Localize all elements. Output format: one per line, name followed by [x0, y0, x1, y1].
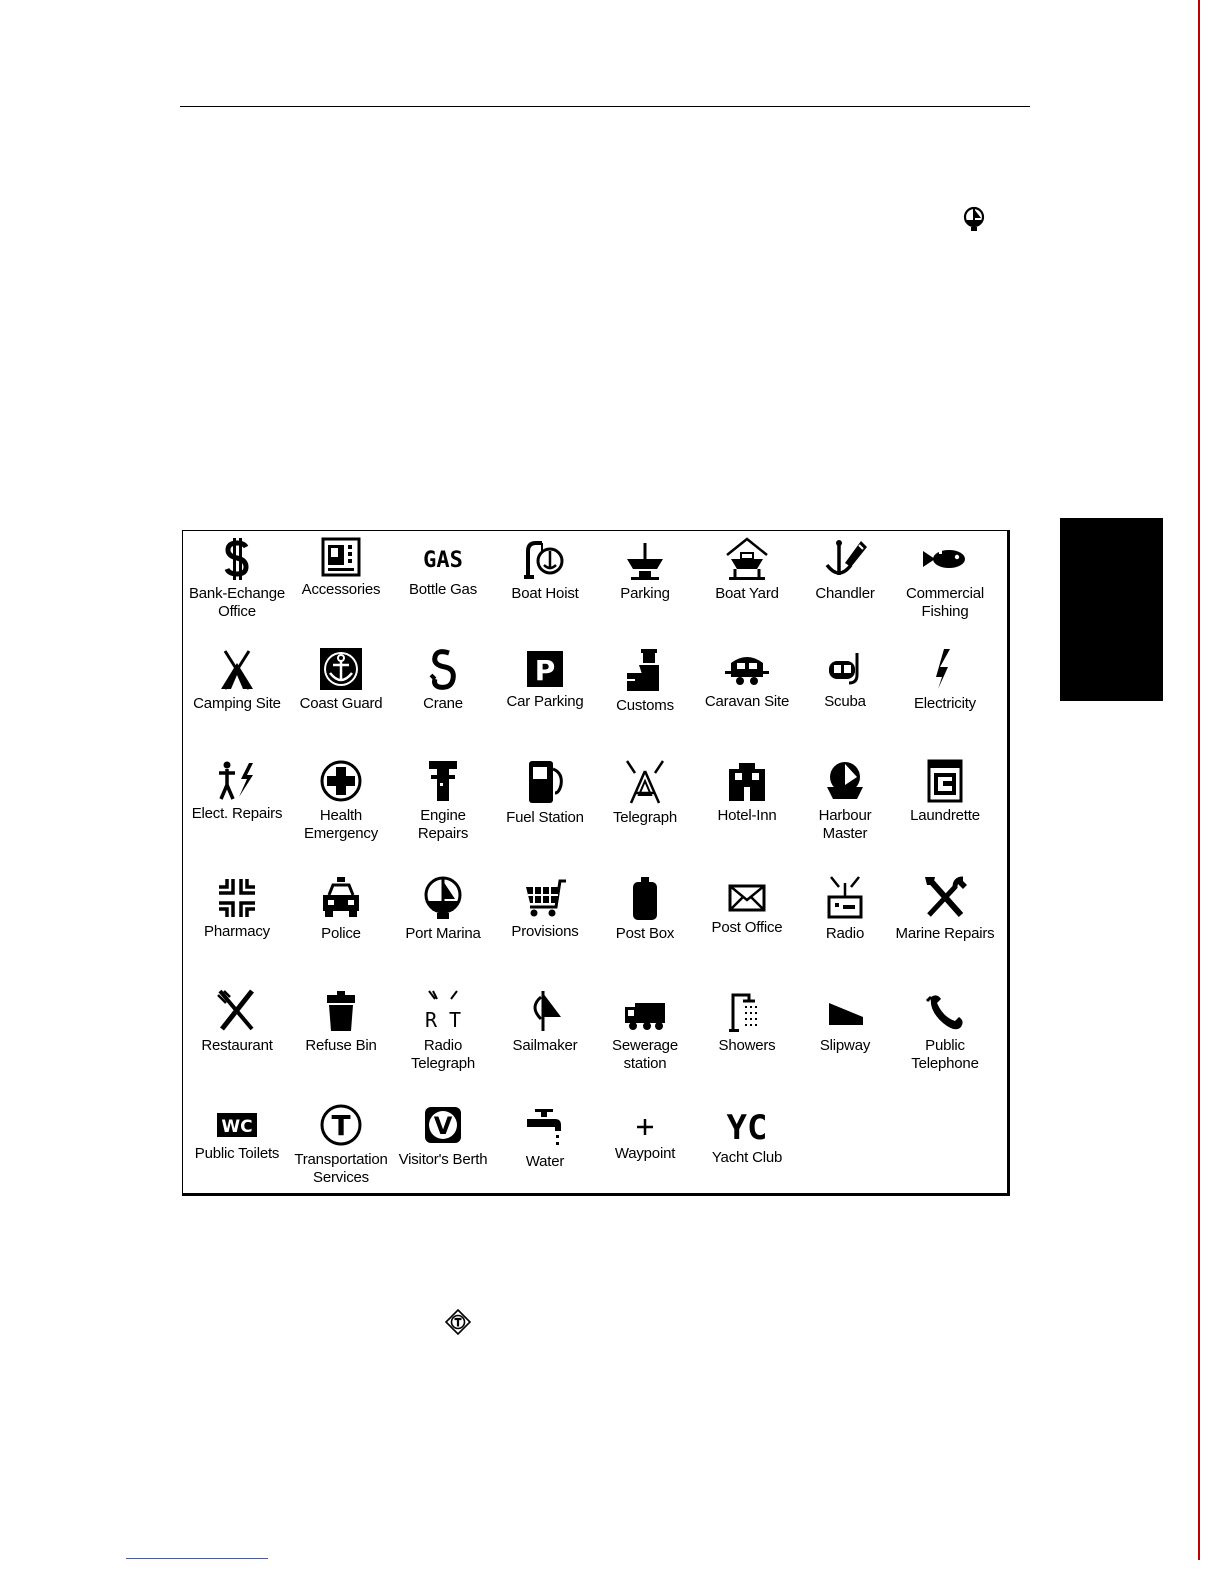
symbol-yacht-club: [695, 1105, 799, 1167]
header-rule: [180, 106, 1030, 107]
symbol-label: Pharmacy: [204, 923, 270, 940]
symbol-commercial-fishing: [893, 537, 997, 621]
envelope-icon: [727, 881, 767, 915]
lightning-icon: [928, 647, 962, 691]
symbol-label: Visitor's Berth: [398, 1151, 488, 1168]
symbol-caravan-site: [695, 649, 799, 711]
symbol-electricity: [893, 647, 997, 713]
symbol-bottle-gas: [391, 537, 495, 599]
symbol-boat-yard: [695, 537, 799, 603]
symbol-label: Police: [321, 925, 361, 942]
telegraph-icon: [621, 759, 669, 805]
crane-hook-icon: [423, 647, 463, 691]
tools-icon: [921, 875, 969, 921]
radio-icon: [823, 875, 867, 921]
police-car-icon: [319, 875, 363, 921]
symbol-label: Engine Repairs: [417, 807, 469, 842]
symbol-waypoint: [593, 1113, 697, 1163]
sail-icon: [523, 989, 567, 1033]
port-marina-icon: [962, 206, 986, 237]
chart-symbols-figure: [182, 530, 1010, 1196]
symbol-label: Post Office: [711, 919, 783, 936]
symbol-label: Telegraph: [612, 809, 678, 826]
symbol-label: Caravan Site: [704, 693, 790, 710]
footer-rule: [126, 1558, 268, 1559]
symbol-label: Restaurant: [201, 1037, 273, 1054]
symbol-label: Elect. Repairs: [191, 805, 283, 822]
symbol-label: Transportation Services: [294, 1151, 388, 1186]
symbol-telegraph: [593, 759, 697, 827]
symbol-label: Water: [525, 1153, 565, 1170]
yacht-club-icon-text: YC: [726, 1108, 768, 1145]
symbol-boat-hoist: [493, 537, 597, 603]
port-marina-icon: [421, 875, 465, 921]
symbol-label: Customs: [616, 697, 674, 714]
symbol-camping-site: [185, 649, 289, 713]
car-parking-icon-text: P: [534, 654, 556, 687]
radio-telegraph-icon-text: R T: [424, 1008, 462, 1032]
symbol-coast-guard: [289, 647, 393, 713]
symbol-label: Electricity: [914, 695, 976, 712]
symbol-label: Yacht Club: [711, 1149, 783, 1166]
page-edge-line: [1198, 0, 1200, 1560]
symbol-label: Boat Hoist: [511, 585, 579, 602]
symbol-label: Coast Guard: [299, 695, 383, 712]
symbol-showers: [695, 989, 799, 1055]
symbol-label: Waypoint: [614, 1145, 676, 1162]
symbol-label: Provisions: [511, 923, 579, 940]
symbol-harbour-master: [793, 759, 897, 843]
symbol-accessories: [289, 537, 393, 599]
water-tap-icon: [523, 1105, 567, 1149]
radio-telegraph-icon: [421, 989, 465, 1033]
symbol-bank-exchange: [185, 537, 289, 621]
wc-icon: [215, 1109, 259, 1141]
symbol-label: Hotel-Inn: [717, 807, 777, 824]
sewerage-truck-icon: [621, 999, 669, 1033]
symbol-label: Car Parking: [506, 693, 584, 710]
harbour-master-icon: [823, 759, 867, 803]
shower-icon: [725, 989, 769, 1033]
symbol-label: Sewerage station: [612, 1037, 678, 1072]
transport-icon: [319, 1103, 363, 1147]
boat-parking-icon: [623, 537, 667, 581]
symbol-crane: [391, 647, 495, 713]
symbol-label: Parking: [620, 585, 670, 602]
chapter-tab: [1060, 518, 1163, 701]
symbol-engine-repairs: [391, 759, 495, 843]
symbol-post-box: [593, 875, 697, 943]
symbol-label: Crane: [423, 695, 463, 712]
chandler-icon: [821, 537, 869, 581]
boat-yard-icon: [723, 537, 771, 581]
dollar-icon: [220, 537, 254, 581]
symbol-label: Port Marina: [405, 925, 481, 942]
accessories-icon: [321, 537, 361, 577]
shopping-cart-icon: [522, 877, 568, 919]
symbol-label: Marine Repairs: [895, 925, 995, 942]
bin-icon: [321, 989, 361, 1033]
symbol-water: [493, 1105, 597, 1171]
wc-icon-text: WC: [221, 1117, 253, 1137]
symbol-label: Radio: [825, 925, 865, 942]
visitors-berth-icon: [421, 1103, 465, 1147]
symbol-pharmacy: [185, 877, 289, 941]
engine-icon: [423, 759, 463, 803]
symbol-label: Scuba: [824, 693, 866, 710]
symbol-sewerage-station: [593, 999, 697, 1073]
yacht-club-icon: [723, 1105, 771, 1145]
transport-diamond-icon: [445, 1309, 471, 1340]
symbol-label: Camping Site: [193, 695, 281, 712]
waypoint-plus-icon: [630, 1113, 660, 1141]
symbol-visitors-berth: [391, 1103, 495, 1169]
scuba-mask-icon: [825, 649, 865, 689]
symbol-label: Health Emergency: [303, 807, 379, 842]
transport-diamond-icon-text: T: [445, 1309, 446, 1310]
slipway-icon: [823, 995, 867, 1033]
symbol-label: Bank-Echange Office: [188, 585, 285, 620]
gas-icon-text: GAS: [423, 548, 463, 573]
symbol-label: Harbour Master: [818, 807, 872, 842]
symbol-label: Showers: [718, 1037, 776, 1054]
symbol-label: Slipway: [819, 1037, 871, 1054]
car-parking-icon: [525, 649, 565, 689]
fuel-pump-icon: [523, 759, 567, 805]
symbol-radio: [793, 875, 897, 943]
symbol-label: Laundrette: [910, 807, 980, 824]
symbol-label: Commercial Fishing: [905, 585, 984, 620]
symbol-label: Accessories: [301, 581, 381, 598]
symbol-parking: [593, 537, 697, 603]
symbol-label: Radio Telegraph: [410, 1037, 476, 1072]
symbol-car-parking: [493, 649, 597, 711]
symbol-label: Public Toilets: [194, 1145, 280, 1162]
symbol-label: Boat Yard: [715, 585, 779, 602]
symbol-customs: [593, 647, 697, 715]
symbol-label: Fuel Station: [506, 809, 584, 826]
symbol-label: Chandler: [815, 585, 875, 602]
symbol-laundrette: [893, 759, 997, 825]
symbol-police: [289, 875, 393, 943]
symbol-public-toilets: [185, 1109, 289, 1163]
symbol-post-office: [695, 881, 799, 937]
caravan-icon: [723, 649, 771, 689]
symbol-refuse-bin: [289, 989, 393, 1055]
symbol-port-marina: [391, 875, 495, 943]
symbol-scuba: [793, 649, 897, 711]
boat-hoist-icon: [522, 537, 568, 581]
cutlery-icon: [214, 989, 260, 1033]
medical-cross-icon: [319, 759, 363, 803]
symbol-radio-telegraph: [391, 989, 495, 1073]
symbol-elect-repairs: [185, 759, 289, 823]
symbol-chandler: [793, 537, 897, 603]
hotel-icon: [725, 759, 769, 803]
symbol-marine-repairs: [893, 875, 997, 943]
anchor-icon: [319, 647, 363, 691]
symbol-label: Public Telephone: [911, 1037, 979, 1072]
symbol-health-emergency: [289, 759, 393, 843]
washing-machine-icon: [925, 759, 965, 803]
symbol-label: Bottle Gas: [408, 581, 478, 598]
pharmacy-icon: [215, 877, 259, 919]
transport-icon-text: T: [331, 1109, 351, 1142]
fish-icon: [919, 537, 971, 581]
post-box-icon: [627, 875, 663, 921]
symbol-label: Refuse Bin: [305, 1037, 377, 1054]
symbol-hotel-inn: [695, 759, 799, 825]
electrician-icon: [213, 759, 261, 801]
symbol-restaurant: [185, 989, 289, 1055]
symbol-label: Sailmaker: [512, 1037, 578, 1054]
telephone-icon: [923, 991, 967, 1033]
symbol-fuel-station: [493, 759, 597, 827]
symbol-slipway: [793, 995, 897, 1055]
symbol-transportation-services: [289, 1103, 393, 1187]
tent-icon: [215, 649, 259, 691]
symbol-public-telephone: [893, 991, 997, 1073]
customs-icon: [623, 647, 667, 693]
gas-icon: [413, 537, 473, 577]
symbol-sailmaker: [493, 989, 597, 1055]
symbol-provisions: [493, 877, 597, 941]
symbol-label: Post Box: [615, 925, 675, 942]
visitors-berth-icon-text: V: [433, 1112, 453, 1140]
